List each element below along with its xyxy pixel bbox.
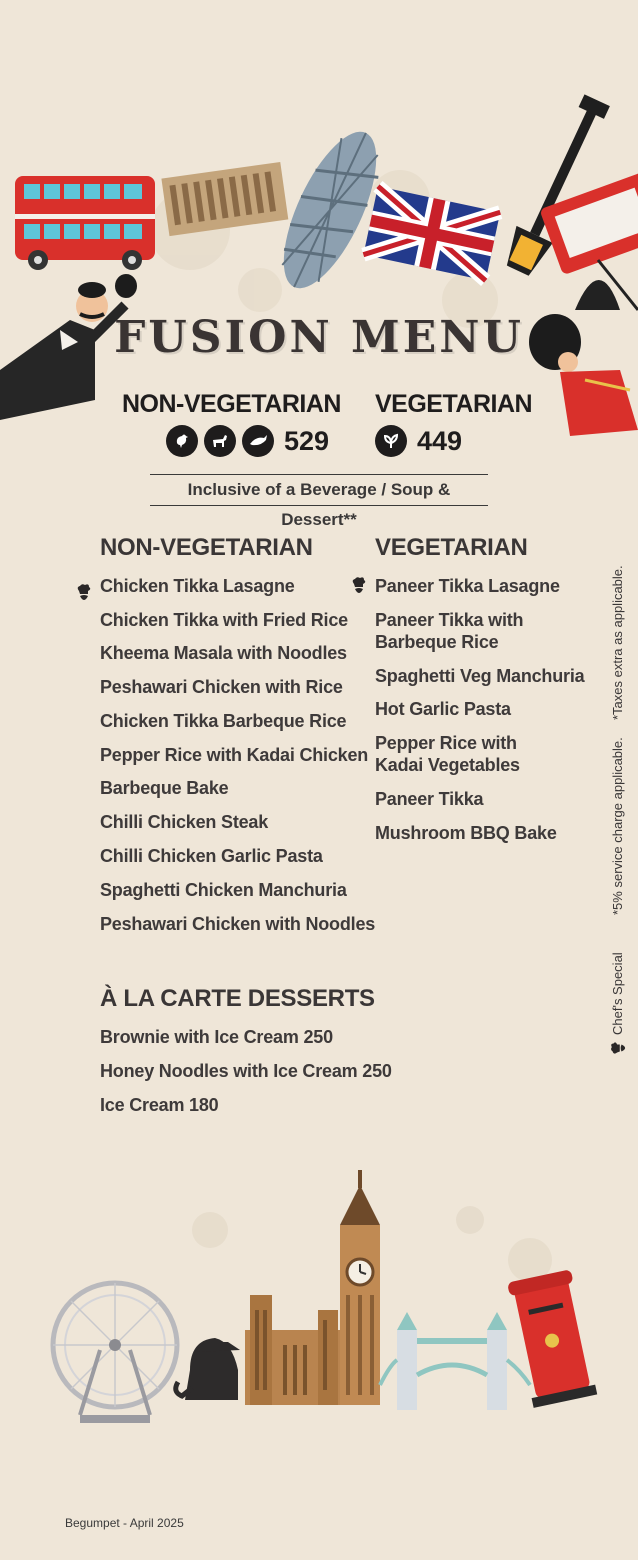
nonveg-price-block bbox=[122, 390, 341, 457]
leaf-icon bbox=[375, 425, 407, 457]
nonveg-price-label: NON-VEGETARIAN bbox=[122, 390, 341, 418]
goat-icon bbox=[204, 425, 236, 457]
list-item: Honey Noodles with Ice Cream 250 bbox=[100, 1061, 392, 1081]
list-item: Chilli Chicken Garlic Pasta bbox=[100, 846, 323, 866]
list-item-line: Kadai Vegetables bbox=[375, 755, 520, 775]
taxes-note: *Taxes extra as applicable. bbox=[610, 565, 625, 720]
list-item: Chicken Tikka Barbeque Rice bbox=[100, 711, 347, 731]
sherlock-silhouette-icon bbox=[176, 1338, 240, 1400]
list-item: Spaghetti Chicken Manchuria bbox=[100, 880, 347, 900]
chefs-special-note: Chef's Special bbox=[610, 952, 625, 1035]
parliament-facade-icon bbox=[161, 162, 288, 236]
list-item: Peshawari Chicken with Rice bbox=[100, 677, 343, 697]
list-item: Ice Cream 180 bbox=[100, 1095, 219, 1115]
desserts-heading: À LA CARTE DESSERTS bbox=[100, 985, 375, 1012]
list-item-line: Paneer Tikka with bbox=[375, 610, 524, 630]
london-skyline-illustration bbox=[0, 1170, 638, 1430]
list-item: Brownie with Ice Cream 250 bbox=[100, 1027, 333, 1047]
list-item: Chilli Chicken Steak bbox=[100, 812, 269, 832]
list-item bbox=[375, 732, 520, 776]
veg-price: 449 bbox=[417, 425, 463, 456]
double-decker-bus-icon bbox=[15, 176, 155, 270]
houses-of-parliament-icon bbox=[245, 1295, 340, 1405]
inclusive-note: Inclusive of a Beverage / Soup & Dessert** bbox=[150, 474, 488, 506]
list-item-line: Barbeque Rice bbox=[375, 632, 499, 652]
list-item-line: Pepper Rice with bbox=[375, 733, 517, 753]
footer-location-date: Begumpet - April 2025 bbox=[65, 1516, 184, 1530]
fish-icon bbox=[242, 425, 274, 457]
list-item: Chicken Tikka Lasagne bbox=[100, 576, 295, 596]
list-item: Kheema Masala with Noodles bbox=[100, 643, 347, 663]
big-ben-icon bbox=[340, 1170, 380, 1405]
menu-title: FUSION MENU bbox=[114, 312, 524, 363]
list-item: Paneer Tikka bbox=[375, 789, 484, 809]
chef-hat-icon bbox=[76, 583, 92, 601]
list-item: Paneer Tikka Lasagne bbox=[375, 576, 560, 596]
list-item: Hot Garlic Pasta bbox=[375, 699, 511, 719]
list-item: Chicken Tikka with Fried Rice bbox=[100, 610, 348, 630]
london-top-illustration bbox=[0, 80, 638, 440]
post-box-icon bbox=[507, 1269, 597, 1408]
veg-price-label: VEGETARIAN bbox=[375, 390, 533, 418]
veg-menu-heading: VEGETARIAN bbox=[375, 534, 528, 561]
list-item: Barbeque Bake bbox=[100, 778, 229, 798]
list-item: Pepper Rice with Kadai Chicken bbox=[100, 745, 369, 765]
list-item: Mushroom BBQ Bake bbox=[375, 823, 557, 843]
london-eye-icon bbox=[53, 1283, 177, 1423]
chef-hat-icon bbox=[610, 1040, 626, 1056]
list-item bbox=[375, 609, 523, 653]
nonveg-price: 529 bbox=[284, 425, 330, 456]
nonveg-menu-heading: NON-VEGETARIAN bbox=[100, 534, 313, 561]
side-notes bbox=[608, 565, 632, 1060]
list-item: Peshawari Chicken with Noodles bbox=[100, 914, 376, 934]
tower-bridge-icon bbox=[380, 1312, 530, 1410]
chef-hat-icon bbox=[351, 576, 367, 594]
union-jack-flag-icon bbox=[363, 186, 500, 280]
veg-price-block bbox=[375, 390, 532, 457]
service-charge-note: *5% service charge applicable. bbox=[610, 737, 625, 915]
list-item: Spaghetti Veg Manchuria bbox=[375, 666, 585, 686]
chicken-icon bbox=[166, 425, 198, 457]
